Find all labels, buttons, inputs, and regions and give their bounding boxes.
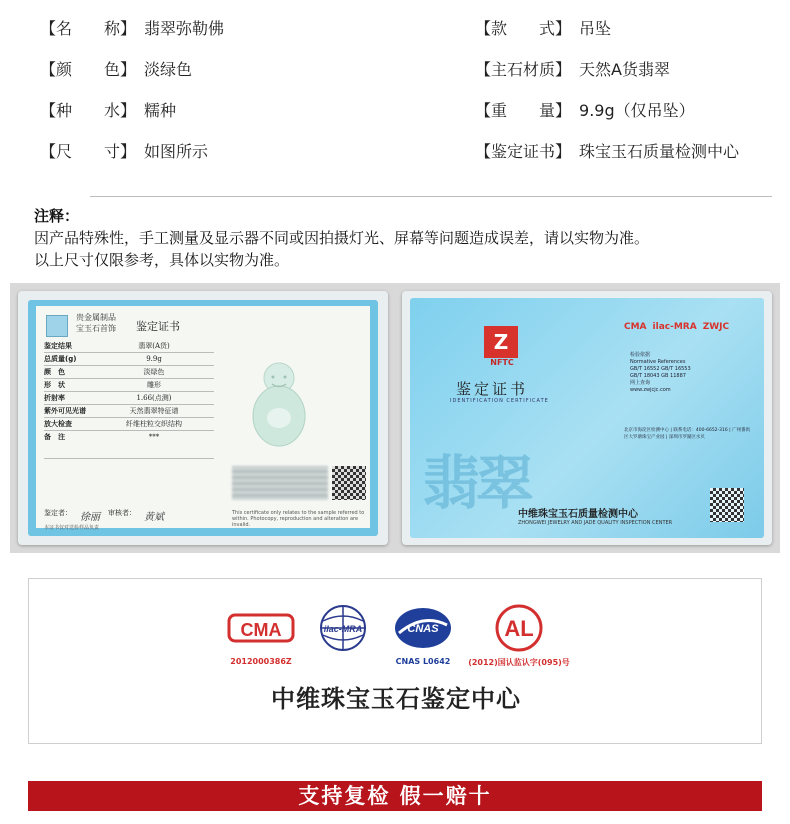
- note-title: 注释：: [34, 207, 80, 225]
- watermark-jade-character: 翡翠: [422, 449, 531, 517]
- spec-row-name: [40, 17, 224, 41]
- table-row: [44, 340, 214, 353]
- spec-value: 9.9g（仅吊坠）: [579, 101, 695, 120]
- spec-label: 【种 水】: [40, 101, 137, 120]
- certificate-card-right: [402, 291, 772, 545]
- certificate-title: 鉴定证书: [456, 380, 529, 398]
- row-key: 鉴定结果: [44, 342, 72, 350]
- spec-value: 翡翠弥勒佛: [144, 19, 225, 38]
- nftc-logo-icon: Z: [484, 326, 518, 358]
- spec-row-texture: [40, 99, 176, 123]
- signature-line: [44, 508, 164, 523]
- cma-badge: [219, 603, 303, 683]
- header-line: 贵金属制品: [76, 313, 116, 322]
- table-row: [44, 379, 214, 392]
- cal-logo-icon: [477, 603, 561, 653]
- spec-label: 【颜 色】: [40, 60, 137, 79]
- spec-label: 【重 量】: [475, 101, 572, 120]
- spec-label: 【鉴定证书】: [475, 142, 572, 161]
- certificate-footer: 本证书仅对送检样品负责: [44, 525, 100, 531]
- table-row: [44, 353, 214, 366]
- certificate-subtitle: IDENTIFICATION CERTIFICATE: [450, 398, 549, 404]
- row-value: ***: [148, 433, 160, 441]
- cma-number: 2012000386Z: [230, 657, 292, 666]
- spec-row-material: [475, 58, 670, 82]
- certificate-fine-print: 北京市海淀区检测中心 | 联系电话：400-6652-316 | 广州番禺区大罗塘珠宝产业园 | 深圳市罗湖区水贝: [624, 428, 751, 440]
- ilac-mra-logo-icon: [301, 603, 385, 653]
- cma-mark-icon: CMA: [624, 322, 647, 332]
- row-value: 9.9g: [146, 355, 162, 363]
- ilac-mark-icon: ilac-MRA: [652, 322, 697, 332]
- nftc-logo-text: NFTC: [490, 358, 514, 367]
- spec-label: 【款 式】: [475, 19, 572, 38]
- zwjc-mark-icon: ZWJC: [702, 322, 730, 332]
- qr-code-icon: [332, 466, 366, 500]
- spec-row-style: [475, 17, 611, 41]
- inspector-signature: 徐丽: [80, 512, 100, 523]
- svg-text:ilac-MRA: ilac-MRA: [323, 624, 363, 634]
- certificate-disclaimer: This certificate only relates to the sample referred to within. Photocopy, reproduction and alteration are invalid.: [232, 510, 365, 528]
- identification-centre-name: 中维珠宝玉石鉴定中心: [271, 685, 521, 713]
- cnas-badge: [381, 603, 465, 683]
- section-divider: [90, 196, 772, 197]
- reviewer-signature: 黄斌: [144, 512, 164, 523]
- header-line: 宝玉石首饰: [76, 324, 116, 333]
- lookup-label: 网上查询: [630, 380, 651, 386]
- certificate-header-title: 鉴定证书: [136, 320, 180, 333]
- blurred-serial-area: [232, 466, 328, 500]
- row-value: 淡绿色: [143, 368, 165, 376]
- row-value: 翡翠(A货): [138, 342, 170, 350]
- spec-row-weight: [475, 99, 695, 123]
- note-line: 因产品特殊性，手工测量及显示器不同或因拍摄灯光、屏幕等问题造成误差，请以实物为准。: [34, 229, 650, 247]
- row-key: 备 注: [44, 433, 65, 441]
- note-line: 以上尺寸仅限参考，具体以实物为准。: [34, 251, 290, 269]
- table-row: [44, 366, 214, 379]
- qr-code-icon: [710, 488, 744, 522]
- row-key: 总质量(g): [44, 355, 77, 363]
- svg-text:AL: AL: [504, 616, 534, 641]
- certificate-cover: [410, 298, 764, 538]
- accreditation-box: [28, 578, 762, 744]
- cma-logo-icon: [219, 603, 303, 653]
- spec-label: 【尺 寸】: [40, 142, 137, 161]
- jade-buddha-photo: [248, 358, 310, 448]
- disclaimer-note: [34, 205, 649, 271]
- spec-row-certificate: [475, 140, 739, 164]
- row-key: 放大检查: [44, 420, 72, 428]
- lookup-site: www.zwjcjc.com: [630, 387, 671, 393]
- cnas-logo-icon: [381, 603, 465, 653]
- spec-row-size: [40, 140, 208, 164]
- certificate-paper: [36, 306, 370, 531]
- row-key: 形 状: [44, 381, 65, 389]
- certificate-standards: [630, 352, 750, 394]
- cnas-number: CNAS L0642: [395, 657, 451, 666]
- row-value: 纤维柱粒交织结构: [126, 420, 182, 428]
- standards-line: GB/T 16552 GB/T 16553: [630, 366, 691, 372]
- spec-value: 天然A货翡翠: [579, 60, 670, 79]
- spec-value: 吊坠: [579, 19, 612, 38]
- reviewer-label: 审核者：: [108, 509, 136, 517]
- ilac-badge: [301, 603, 385, 683]
- spec-value: 糯种: [144, 101, 177, 120]
- spec-value: 如图所示: [144, 142, 209, 161]
- certificate-header-category: [76, 312, 116, 334]
- certificate-logo-icon: [46, 315, 68, 337]
- accreditation-marks: [624, 322, 729, 332]
- table-row: [44, 431, 214, 459]
- table-row: [44, 392, 214, 405]
- inspection-centre-name-en: ZHONGWEI JEWELRY AND JADE QUALITY INSPECTION CENTER: [518, 520, 673, 526]
- table-row: [44, 405, 214, 418]
- standards-line: GB/T 18043 GB 11887: [630, 373, 686, 379]
- certificate-card-left: [18, 291, 388, 545]
- svg-text:CMA: CMA: [240, 620, 282, 640]
- standards-title: 检验依据: [630, 352, 651, 358]
- inspector-label: 鉴定者：: [44, 509, 72, 517]
- row-value: 天然翡翠特征谱: [129, 407, 179, 415]
- cal-badge: [465, 603, 573, 683]
- standards-subtitle: Normative References: [630, 359, 686, 365]
- certificate-result-table: [44, 340, 214, 459]
- row-key: 紫外可见光谱: [44, 407, 86, 415]
- svg-text:CNAS: CNAS: [407, 623, 439, 635]
- table-row: [44, 418, 214, 431]
- row-key: 折射率: [44, 394, 65, 402]
- spec-label: 【主石材质】: [475, 60, 572, 79]
- certificate-frame: [28, 300, 378, 536]
- spec-value: 珠宝玉石质量检测中心: [579, 142, 740, 161]
- spec-label: 【名 称】: [40, 19, 137, 38]
- row-value: 雕形: [147, 381, 161, 389]
- inspection-centre-name: 中维珠宝玉石质量检测中心: [518, 509, 638, 520]
- row-key: 颜 色: [44, 368, 65, 376]
- spec-row-color: [40, 58, 192, 82]
- spec-value: 淡绿色: [144, 60, 193, 79]
- guarantee-banner: 支持复检 假一赔十: [28, 781, 762, 811]
- cal-number: (2012)国认监认字(095)号: [468, 658, 570, 667]
- row-value: 1.66(点测): [136, 394, 172, 402]
